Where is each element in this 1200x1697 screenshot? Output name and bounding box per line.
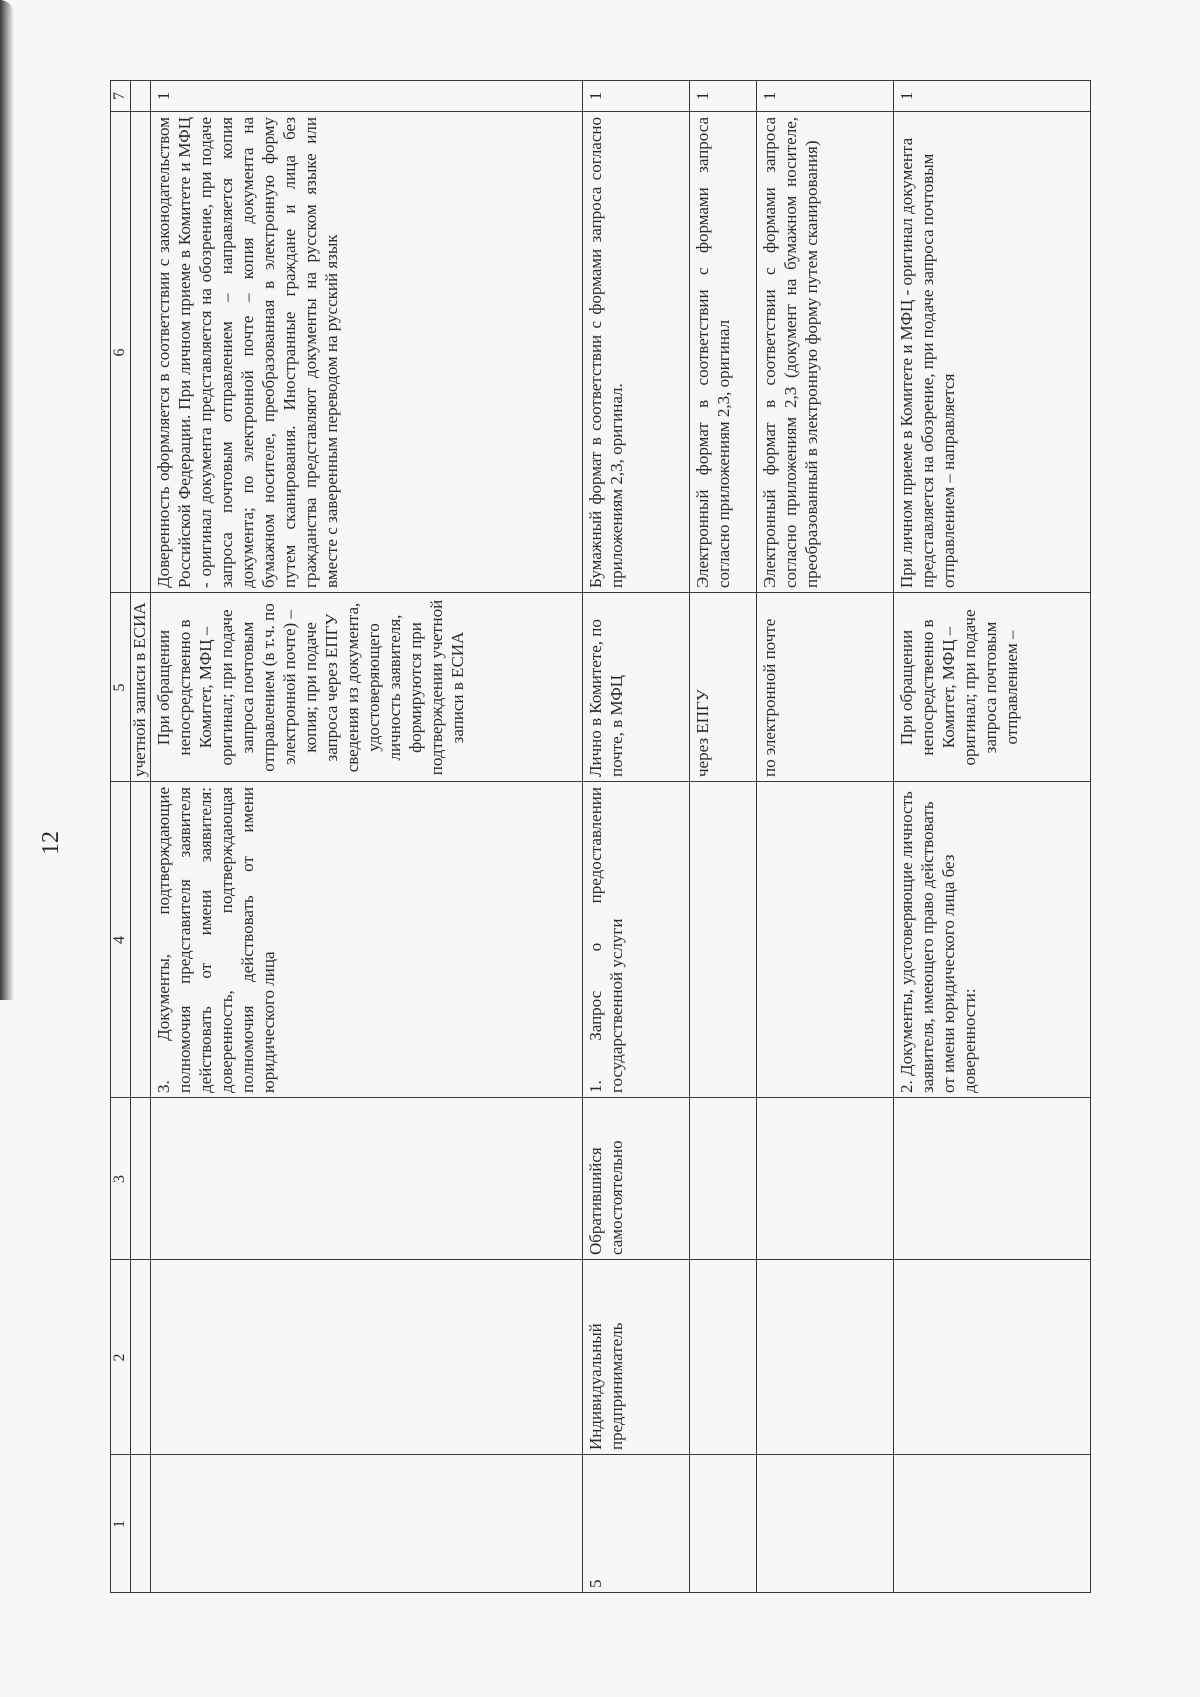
row5-sub1-format: Бумажный формат в соответствии с формами запроса согласно приложениям 2,3, оригинал.: [586, 117, 626, 588]
page-edge-shadow: [0, 0, 14, 1000]
row5-sub1-count: 1: [586, 91, 605, 101]
cont-col7-count: 1: [154, 91, 173, 101]
row5-sub2-method: через ЕПГУ: [693, 689, 712, 777]
header-col-6: 6: [111, 348, 128, 357]
row5-item2-document: 2. Документы, удостоверяющие личность заявителя, имеющего право действовать от имени юридического лица без доверенности:: [897, 791, 979, 1093]
row5-applicant-category: Индивидуальный предприниматель: [586, 1322, 626, 1450]
row5-sub1-method: Лично в Комитете, по почте, в МФЦ: [586, 619, 626, 777]
header-col-4: 4: [111, 936, 128, 944]
requirements-table: [110, 80, 1091, 1593]
header-col-2: 2: [111, 1353, 128, 1362]
row5-sub2-format: Электронный формат в соответствии с формами запроса согласно приложениям 2,3, оригинал: [693, 117, 733, 588]
row5-sub3-method: по электронной почте: [760, 618, 779, 777]
row5-sub3-count: 1: [760, 91, 779, 101]
cont-col5-top: учетной записи в ЕСИА: [130, 602, 149, 777]
header-col-1: 1: [111, 1520, 128, 1528]
cont-col4-text: 3. Документы, подтверждающие полномочия представителя заявителя действовать от имени заявителя: доверенность, подтверждающая полномочия действовать от имени юридического лица: [154, 787, 278, 1093]
header-col-3: 3: [111, 1175, 128, 1183]
row5-item2-method: При обращении непосредственно в Комитет, МФЦ – оригинал; при подаче запроса почтовым отправлением –: [897, 609, 1021, 766]
cont-col6-text: Доверенность оформляется в соответствии с законодательством Российской Федерации. При личном приеме в Комитете и МФЦ - оригинал документа представляется на обозрение, при подаче запроса почтовым отправлением – направляется копия документа; по электронной почте – копия документа на бумажном носителе, преобразованная в электронную форму путем сканирования. Иностранные граждане и лица без гражданства представляют документы на русском языке или вместе с заверенным переводом на русский язык: [154, 117, 341, 588]
header-col-7: 7: [111, 92, 128, 100]
row5-sub2-count: 1: [693, 91, 712, 101]
table-border-bottom: [1090, 80, 1091, 1593]
rotated-page: [38, 80, 1091, 1593]
row5-item2-count: 1: [897, 91, 916, 101]
row5-item1-document: 1. Запрос о предоставлении государственной услуги: [586, 787, 626, 1093]
row5-number: 5: [586, 1579, 605, 1588]
page-number: 12: [38, 831, 64, 855]
row5-sub3-format: Электронный формат в соответствии с формами запроса согласно приложениям 2,3 (документ на бумажном носителе, преобразованный в электронную форму путем сканирования): [760, 117, 821, 588]
cont-col5-text: При обращении непосредственно в Комитет, МФЦ – оригинал; при подаче запроса почтовым отправлением (в т.ч. по электронной почте) – копия; при подаче запроса через ЕПГУ сведения из документа, удостоверяющего личность заявителя, формируются при подтверждении учетной записи в ЕСИА: [154, 599, 467, 776]
header-col-5: 5: [111, 683, 128, 692]
row5-applicant-type: Обратившийся самостоятельно: [586, 1140, 626, 1255]
row5-item2-format: При личном приеме в Комитете и МФЦ - оригинал документа представляется на обозрение, при подаче запроса почтовым отправлением – направляется: [897, 137, 958, 588]
header-divider: [130, 80, 131, 1593]
